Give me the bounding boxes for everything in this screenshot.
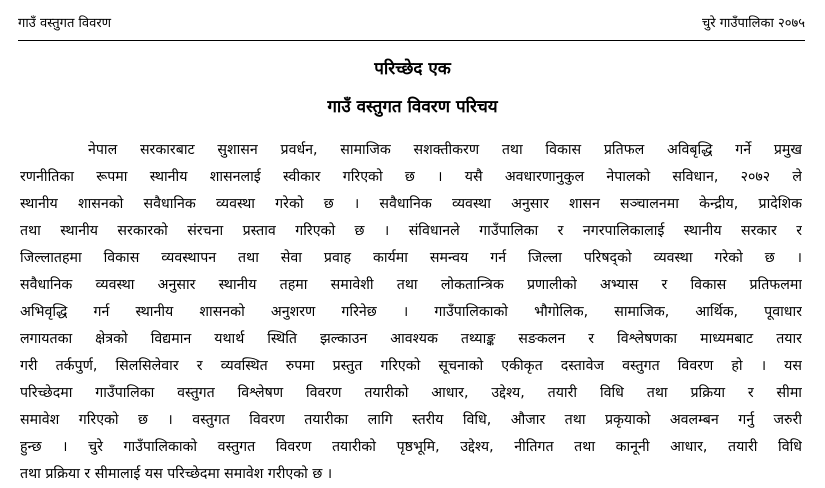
header-divider (18, 40, 805, 41)
header-left-title: गाउँ वस्तुगत विवरण (18, 16, 112, 31)
paragraph-line: गरी तर्कपुर्ण, सिलसिलेवार र व्यवस्थित रुपमा प्रस्तुत गरिएको सूचनाको एकीकृत दस्तावेज वस्तुगत विवरण हो । यस (20, 358, 802, 374)
paragraph-line: परिच्छेदमा गाउँपालिका वस्तुगत विश्लेषण विवरण तयारीको आधार, उद्देश्य, तयारी विधि तथा प्रक्रिया र सीमा (20, 385, 802, 401)
paragraph-line: सवैधानिक व्यवस्था अनुसार स्थानीय तहमा समावेशी तथा लोकतान्त्रिक प्रणालीको अभ्यास र विकास प्रतिफलमा (20, 277, 802, 293)
running-header (18, 14, 805, 34)
paragraph-line: जिल्लातहमा विकास व्यवस्थापन तथा सेवा प्रवाह कार्यमा समन्वय गर्न जिल्ला परिषद्को व्यवस्था गरेको छ । (20, 250, 802, 266)
paragraph-line: अभिवृद्धि गर्न स्थानीय शासनको अनुशरण गरिनेछ । गाउँपालिकाको भौगोलिक, सामाजिक, आर्थिक, पूवाधार (20, 304, 802, 320)
paragraph-line: समावेश गरिएको छ । वस्तुगत विवरण तयारीका लागि स्तरीय विधि, औजार तथा प्रकृयाको अवलम्बन गर्नु जरुरी (20, 412, 802, 428)
section-title: गाउँ वस्तुगत विवरण परिचय (327, 97, 498, 117)
chapter-title: परिच्छेद एक (374, 59, 451, 79)
paragraph-line: स्थानीय शासनको सवैधानिक व्यवस्था गरेको छ । सवैधानिक व्यवस्था अनुसार शासन सञ्चालनमा केन्द्रीय, प्रादेशिक (20, 196, 802, 212)
paragraph-line: हुन्छ । चुरे गाउँपालिकाको वस्तुगत विवरण तयारीको पृष्ठभूमि, उद्देश्य, नीतिगत तथा कानूनी आधार, तयारी विधि (20, 439, 802, 455)
paragraph-line: तथा स्थानीय सरकारको संरचना प्रस्ताव गरिएको छ । संविधानले गाउँपालिका र नगरपालिकालाई स्थानीय सरकार र (20, 223, 802, 239)
header-right-title: चुरे गाउँपालिका २०७५ (702, 16, 805, 31)
paragraph-line: लगायतका क्षेत्रको विद्यमान यथार्थ स्थिति झल्काउन आवश्यक तथ्याङ्क सङकलन र विश्लेषणका माध्यमबाट तयार (20, 331, 802, 347)
paragraph-line: नेपाल सरकारबाट सुशासन प्रवर्धन, सामाजिक सशक्तीकरण तथा विकास प्रतिफल अविबृद्धि गर्ने प्रमुख (88, 142, 802, 158)
paragraph-line: रणनीतिका रूपमा स्थानीय शासनलाई स्वीकार गरिएको छ । यसै अवधारणानुकुल नेपालको सविधान, २०७२ ले (20, 169, 802, 185)
paragraph-line: तथा प्रक्रिया र सीमालाई यस परिच्छेदमा समावेश गरीएको छ । (20, 466, 333, 482)
